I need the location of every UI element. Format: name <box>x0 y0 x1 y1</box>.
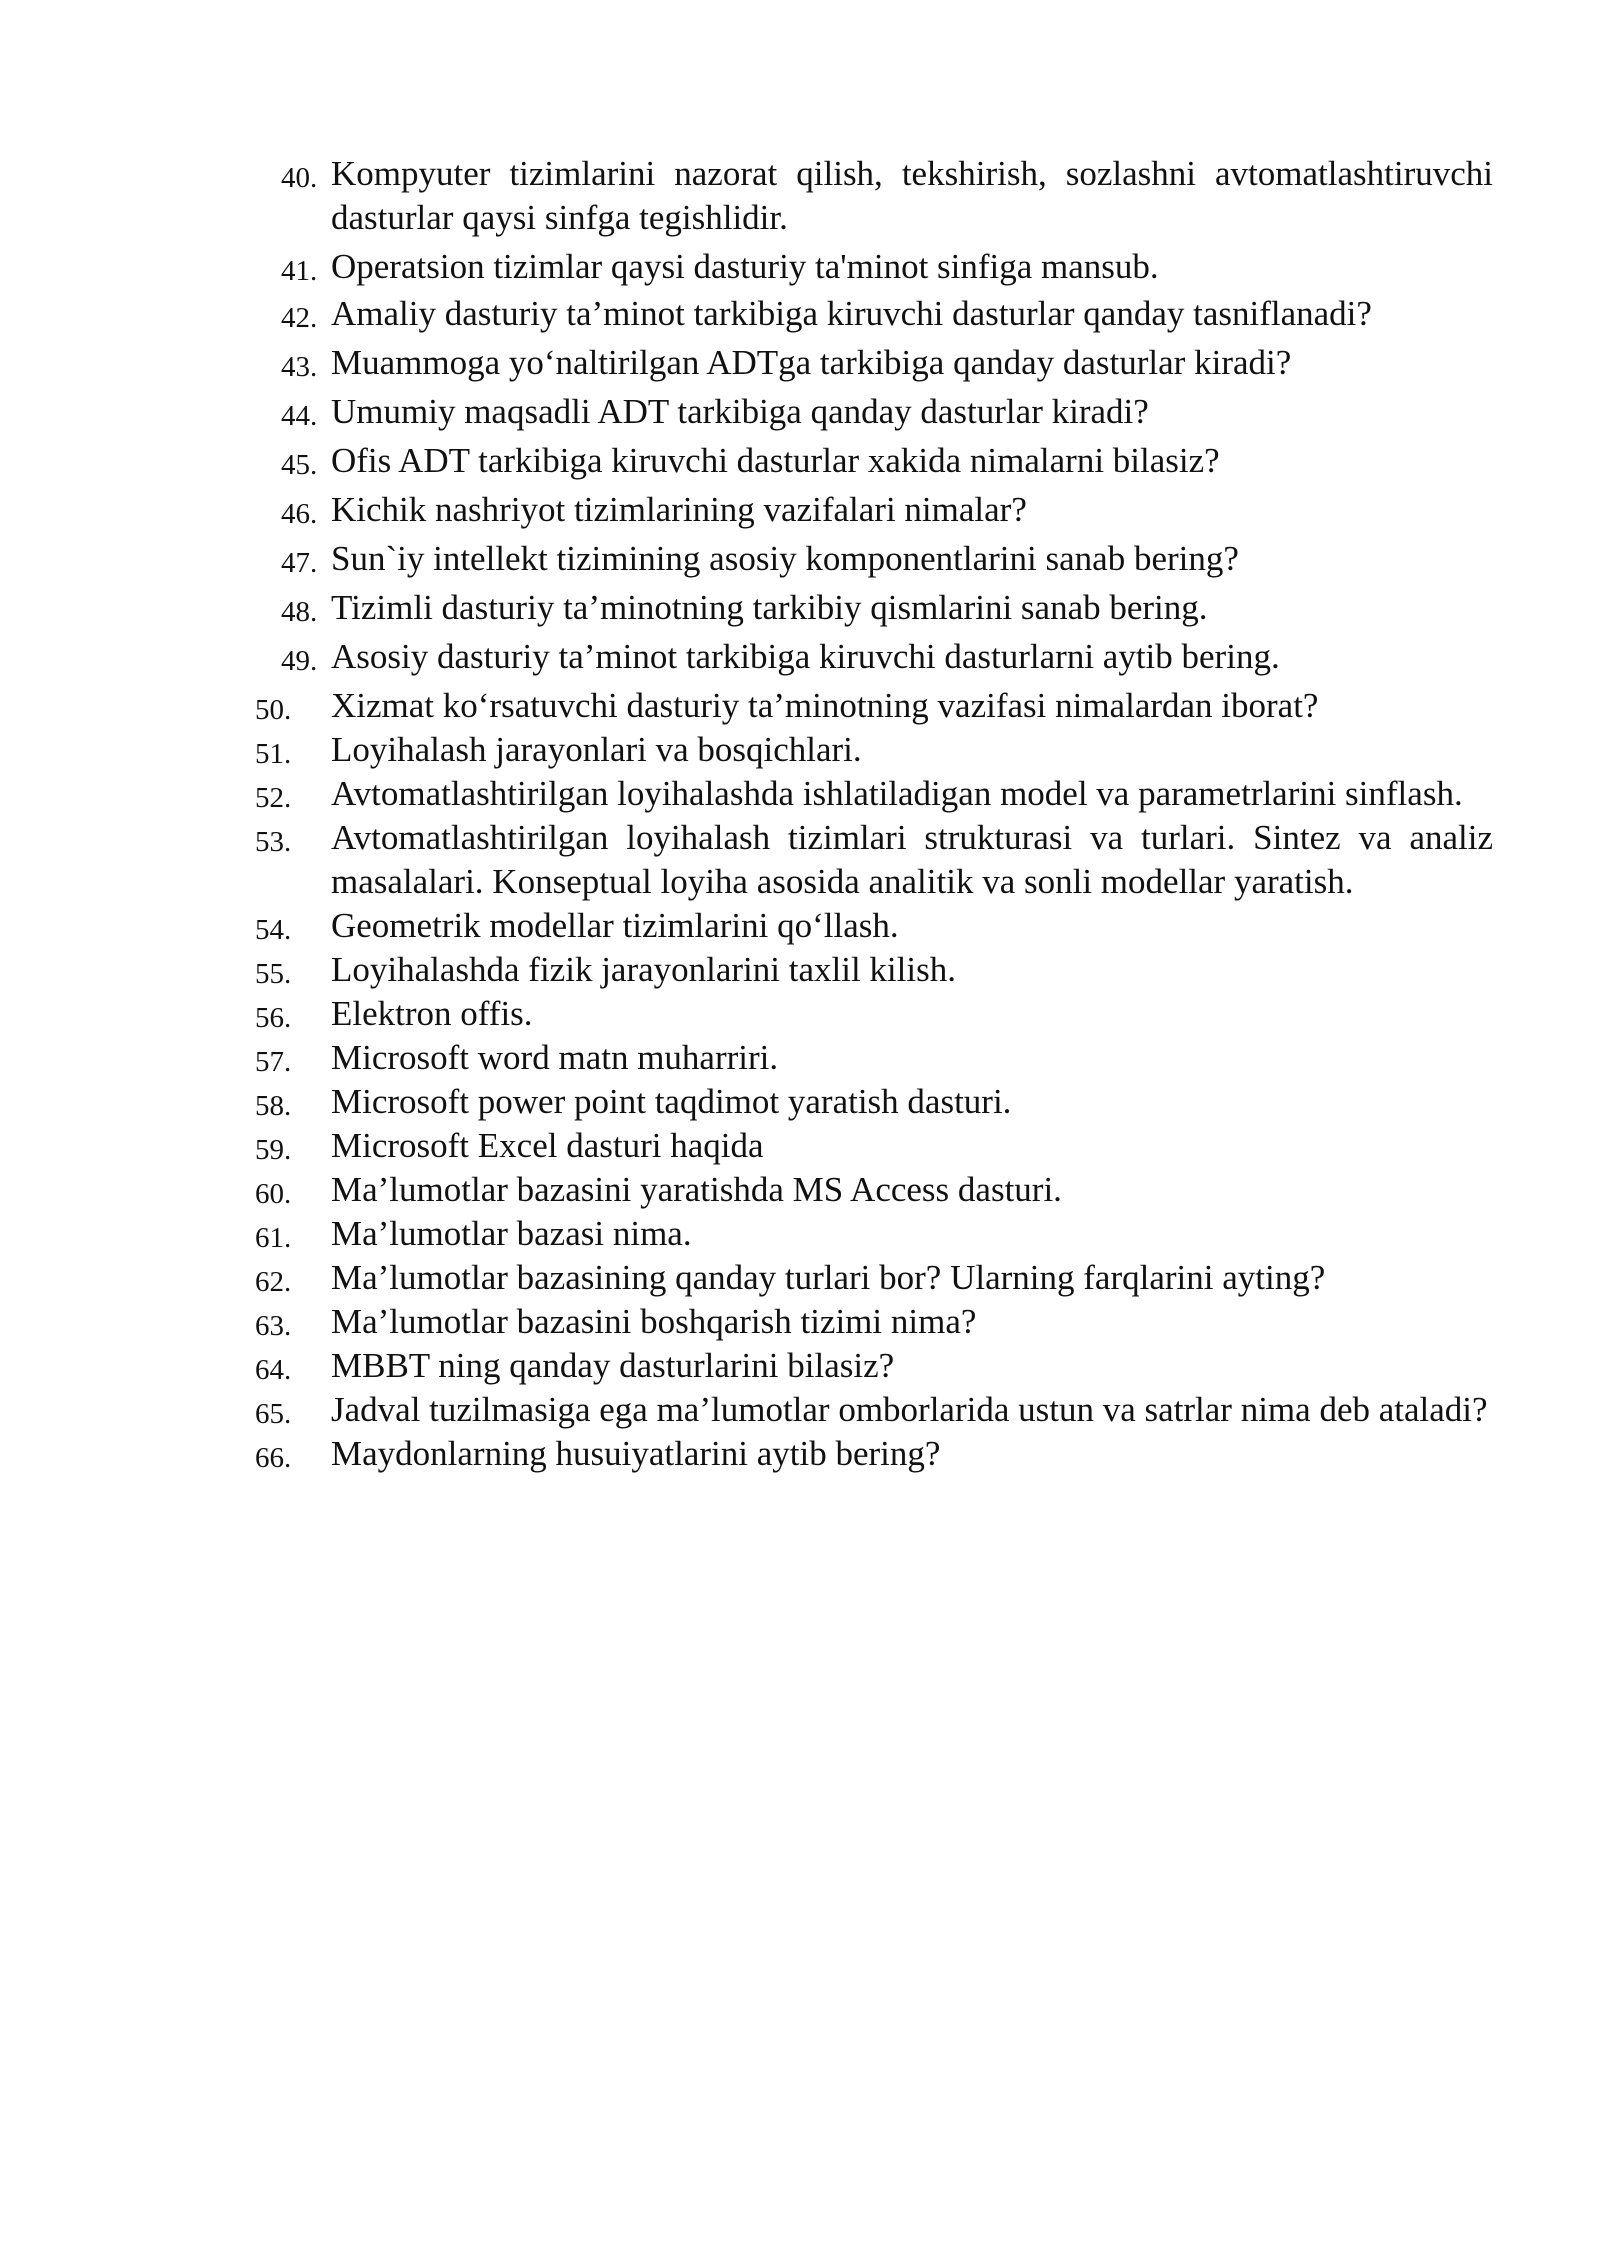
item-text: Kompyuter tizimlarini nazorat qilish, tekshirish, sozlashni avtomatlashtiruvchi dasturlar qaysi sinfga tegishlidir. <box>331 154 1493 237</box>
item-number: 59. <box>255 1134 292 1166</box>
list-item <box>0 292 1493 336</box>
list-item <box>0 1344 1493 1388</box>
list-item <box>0 1300 1493 1344</box>
list-item <box>0 1124 1493 1168</box>
question-list <box>0 152 1600 1476</box>
item-number: 44. <box>281 400 318 432</box>
item-text: Geometrik modellar tizimlarini qo‘llash. <box>331 906 899 945</box>
item-number: 48. <box>281 596 318 628</box>
item-text: Microsoft Excel dasturi haqida <box>331 1126 764 1165</box>
item-text: Ma’lumotlar bazasi nima. <box>331 1214 692 1253</box>
list-item <box>0 1432 1493 1476</box>
item-text: Ma’lumotlar bazasini yaratishda MS Access dasturi. <box>331 1170 1062 1209</box>
item-number: 62. <box>255 1266 292 1298</box>
list-item <box>0 488 1493 532</box>
item-text: Asosiy dasturiy ta’minot tarkibiga kiruvchi dasturlarni aytib bering. <box>331 637 1280 676</box>
list-item <box>0 684 1493 728</box>
item-text: Sun`iy intellekt tizimining asosiy komponentlarini sanab bering? <box>331 539 1239 578</box>
list-item <box>0 152 1493 240</box>
item-number: 56. <box>255 1002 292 1034</box>
item-number: 53. <box>255 826 292 858</box>
item-text: Umumiy maqsadli ADT tarkibiga qanday dasturlar kiradi? <box>331 392 1149 431</box>
list-item <box>0 1212 1493 1256</box>
item-text: Microsoft word matn muharriri. <box>331 1038 779 1077</box>
item-text: Microsoft power point taqdimot yaratish dasturi. <box>331 1082 1012 1121</box>
item-text: Elektron offis. <box>331 994 533 1033</box>
list-item <box>0 390 1493 434</box>
item-number: 40. <box>281 162 318 194</box>
list-item <box>0 772 1493 816</box>
list-item <box>0 635 1493 679</box>
list-item <box>0 1080 1493 1124</box>
item-number: 43. <box>281 351 318 383</box>
item-text: Loyihalashda fizik jarayonlarini taxlil kilish. <box>331 950 956 989</box>
item-text: Ofis ADT tarkibiga kiruvchi dasturlar xakida nimalarni bilasiz? <box>331 441 1220 480</box>
list-item <box>0 992 1493 1036</box>
list-item <box>0 728 1493 772</box>
item-text: Xizmat ko‘rsatuvchi dasturiy ta’minotning vazifasi nimalardan iborat? <box>331 686 1319 725</box>
item-text: Jadval tuzilmasiga ega ma’lumotlar omborlarida ustun va satrlar nima deb ataladi? <box>331 1390 1488 1429</box>
item-number: 55. <box>255 958 292 990</box>
item-text: Maydonlarning husuiyatlarini aytib bering? <box>331 1434 941 1473</box>
item-text: Muammoga yo‘naltirilgan ADTga tarkibiga qanday dasturlar kiradi? <box>331 343 1292 382</box>
item-text: Kichik nashriyot tizimlarining vazifalari nimalar? <box>331 490 1027 529</box>
item-number: 54. <box>255 914 292 946</box>
item-number: 65. <box>255 1398 292 1430</box>
item-number: 58. <box>255 1090 292 1122</box>
item-number: 50. <box>255 694 292 726</box>
list-item <box>0 948 1493 992</box>
item-number: 42. <box>281 302 318 334</box>
item-number: 47. <box>281 547 318 579</box>
list-item <box>0 341 1493 385</box>
item-number: 64. <box>255 1354 292 1386</box>
item-text: Ma’lumotlar bazasini boshqarish tizimi nima? <box>331 1302 977 1341</box>
item-text: Avtomatlashtirilgan loyihalash tizimlari strukturasi va turlari. Sintez va analiz masalalari. Konseptual loyiha asosida analitik va sonli modellar yaratish. <box>331 818 1493 901</box>
list-item <box>0 904 1493 948</box>
item-number: 63. <box>255 1310 292 1342</box>
list-item <box>0 586 1493 630</box>
item-number: 61. <box>255 1222 292 1254</box>
item-text: Ma’lumotlar bazasining qanday turlari bor? Ularning farqlarini ayting? <box>331 1258 1326 1297</box>
item-number: 41. <box>281 255 318 287</box>
list-item <box>0 1168 1493 1212</box>
item-number: 49. <box>281 645 318 677</box>
item-text: Tizimli dasturiy ta’minotning tarkibiy qismlarini sanab bering. <box>331 588 1208 627</box>
item-number: 60. <box>255 1178 292 1210</box>
item-text: Amaliy dasturiy ta’minot tarkibiga kiruvchi dasturlar qanday tasniflanadi? <box>331 294 1372 333</box>
list-item <box>0 537 1493 581</box>
item-number: 52. <box>255 782 292 814</box>
list-item <box>0 439 1493 483</box>
list-item <box>0 1388 1493 1432</box>
list-item <box>0 245 1493 289</box>
item-number: 66. <box>255 1442 292 1474</box>
list-item <box>0 816 1493 904</box>
list-item <box>0 1256 1493 1300</box>
item-text: Operatsion tizimlar qaysi dasturiy ta'minot sinfiga mansub. <box>331 247 1159 286</box>
item-number: 46. <box>281 498 318 530</box>
item-text: Loyihalash jarayonlari va bosqichlari. <box>331 730 862 769</box>
item-number: 45. <box>281 449 318 481</box>
list-item <box>0 1036 1493 1080</box>
item-number: 51. <box>255 738 292 770</box>
item-number: 57. <box>255 1046 292 1078</box>
item-text: Avtomatlashtirilgan loyihalashda ishlatiladigan model va parametrlarini sinflash. <box>331 774 1463 813</box>
item-text: MBBT ning qanday dasturlarini bilasiz? <box>331 1346 895 1385</box>
